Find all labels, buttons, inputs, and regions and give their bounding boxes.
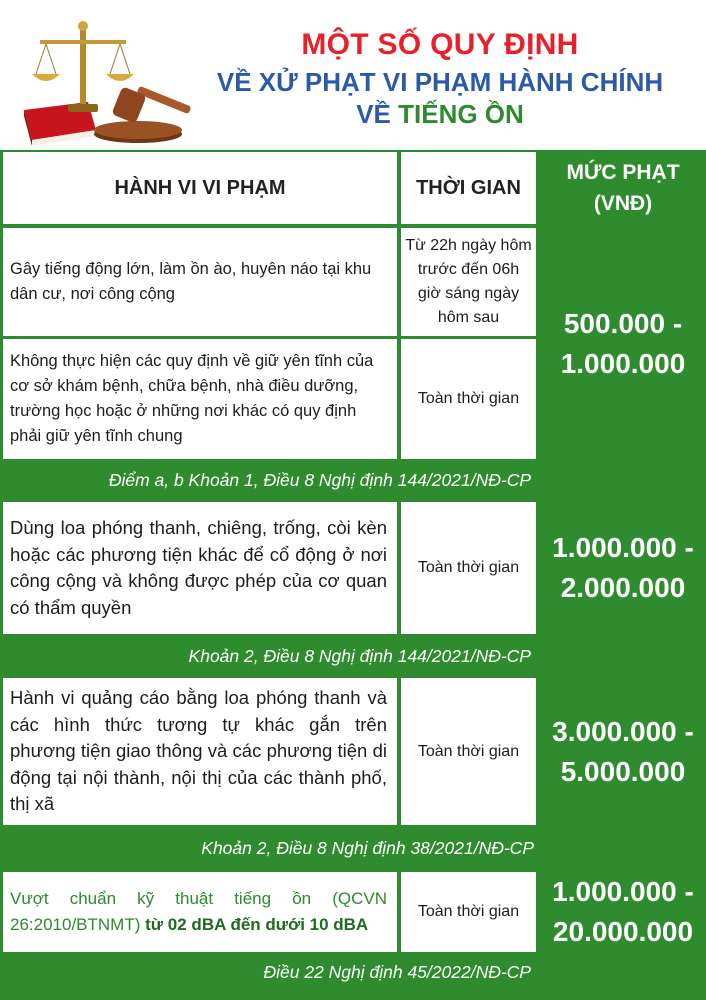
behavior-cell: Hành vi quảng cáo bằng loa phóng thanh và các hình thức tương tự khác gắn trên phương tiện giao thông và các phương tiện di động tại nội thành, nội thị của các thành phố, thị xã xyxy=(3,678,397,825)
fine-amount: 3.000.000 - 5.000.000 xyxy=(552,715,694,787)
header-behavior: HÀNH VI VI PHẠM xyxy=(3,152,397,224)
behavior-cell: Dùng loa phóng thanh, chiêng, trống, còi kèn hoặc các phương tiện khác để cổ động ở nơi công cộng và không được phép của cơ quan có thẩm quyền xyxy=(3,502,397,634)
legal-reference: Điểm a, b Khoản 1, Điều 8 Nghị định 144/2021/NĐ-CP xyxy=(108,470,531,490)
time-cell: Toàn thời gian xyxy=(401,872,536,952)
fine-table xyxy=(0,150,706,1000)
title-line-3: VỀ TIẾNG ỒN xyxy=(356,99,524,129)
behavior-cell: Gây tiếng động lớn, làm ồn ào, huyên náo tại khu dân cư, nơi công cộng xyxy=(3,228,397,336)
legal-reference: Khoản 2, Điều 8 Nghị định 38/2021/NĐ-CP xyxy=(201,838,534,858)
time-cell: Từ 22h ngày hôm trước đến 06h giờ sáng ngày hôm sau xyxy=(401,228,536,336)
time-cell: Toàn thời gian xyxy=(401,678,536,825)
noise-threshold: từ 02 dBA đến dưới 10 dBA xyxy=(145,915,369,934)
fine-amount: 1.000.000 - 2.000.000 xyxy=(552,532,694,603)
behavior-cell: Không thực hiện các quy định về giữ yên tĩnh của cơ sở khám bệnh, chữa bệnh, nhà điều dưỡng, trường học hoặc ở những nơi khác có quy định phải giữ yên tĩnh chung xyxy=(3,339,397,459)
time-cell: Toàn thời gian xyxy=(401,502,536,634)
fine-amount: 1.000.000 - 20.000.000 xyxy=(552,876,694,947)
legal-reference: Khoản 2, Điều 8 Nghị định 144/2021/NĐ-CP xyxy=(188,646,531,666)
fine-amount: 500.000 - 1.000.000 xyxy=(560,307,686,379)
header xyxy=(0,0,706,150)
title-line-2: VỀ XỬ PHẠT VI PHẠM HÀNH CHÍNH xyxy=(216,67,664,97)
legal-reference: Điều 22 Nghị định 45/2022/NĐ-CP xyxy=(263,962,531,982)
behavior-cell: Vượt chuẩn kỹ thuật tiếng ồn (QCVN 26:2010/BTNMT) từ 02 dBA đến dưới 10 dBA xyxy=(3,872,397,952)
title-line-1: MỘT SỐ QUY ĐỊNH xyxy=(301,28,579,61)
scales-gavel-book-icon xyxy=(18,18,198,146)
title-highlight: TIẾNG ỒN xyxy=(398,99,524,129)
time-cell: Toàn thời gian xyxy=(401,339,536,459)
header-fine: MỨC PHẠT (VNĐ) xyxy=(540,152,706,224)
header-time: THỜI GIAN xyxy=(401,152,536,224)
